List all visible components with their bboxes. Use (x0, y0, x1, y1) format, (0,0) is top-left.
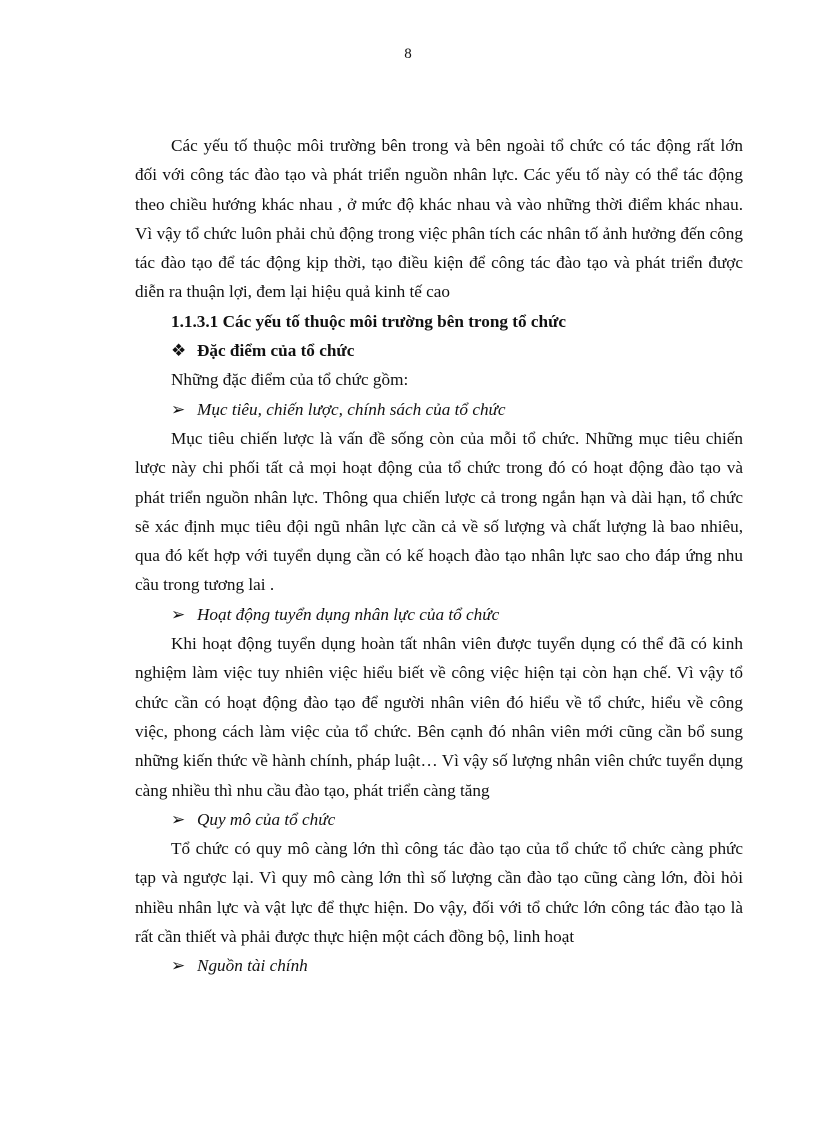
diamond-bullet-icon: ❖ (171, 341, 187, 361)
section-heading: 1.1.3.1 Các yếu tố thuộc môi trường bên trong tổ chức (171, 311, 567, 331)
goals-title: Mục tiêu, chiến lược, chính sách của tổ chức (197, 399, 506, 419)
recruit-heading (135, 600, 743, 629)
arrow-bullet-icon: ➢ (171, 604, 186, 624)
scale-title: Quy mô của tổ chức (197, 809, 336, 829)
scale-paragraph: Tổ chức có quy mô càng lớn thì công tác đào tạo của tổ chức tổ chức càng phức tạp và ngược lại. Vì quy mô càng lớn thì số lượng cần đào tạo cũng càng lớn, đòi hỏi nhiều nhân lực và vật lực để thực hiện. Do vậy, đối với tổ chức lớn công tác đào tạo là rất cần thiết và phải được thực hiện một cách đồng bộ, linh hoạt (135, 839, 743, 947)
scale-heading (135, 805, 743, 834)
recruit-title: Hoạt động tuyển dụng nhân lực của tổ chức (197, 604, 500, 624)
intro-paragraph: Các yếu tố thuộc môi trường bên trong và bên ngoài tổ chức có tác động rất lớn đối với công tác đào tạo và phát triển nguồn nhân lực. Các yếu tố này có thể tác động theo chiều hướng khác nhau , ở mức độ khác nhau và vào những thời điểm khác nhau. Vì vậy tổ chức luôn phải chủ động trong việc phân tích các nhân tố ảnh hưởng đến công tác đào tạo để tác động kịp thời, tạo điều kiện để công tác đào tạo và phát triển được diễn ra thuận lợi, đem lại hiệu quả kinh tế cao (135, 136, 743, 302)
arrow-bullet-icon: ➢ (171, 956, 186, 976)
recruit-paragraph: Khi hoạt động tuyển dụng hoàn tất nhân viên được tuyển dụng có thể đã có kinh nghiệm làm việc tuy nhiên việc hiểu biết về công việc hiện tại còn hạn chế. Vì vậy tổ chức cần có hoạt động đào tạo để người nhân viên đó hiểu về tổ chức, hiểu về công việc, phong cách làm việc của tổ chức. Bên cạnh đó nhân viên mới cũng cần bổ sung những kiến thức về hành chính, pháp luật… Vì vậy số lượng nhân viên chức tuyển dụng càng nhiều thì nhu cầu đào tạo, phát triển càng tăng (135, 634, 743, 800)
org-features-heading (135, 336, 743, 365)
page-content (135, 131, 743, 981)
goals-heading (135, 395, 743, 424)
arrow-bullet-icon: ➢ (171, 809, 186, 829)
arrow-bullet-icon: ➢ (171, 399, 186, 419)
finance-title: Nguồn tài chính (197, 956, 308, 976)
org-features-title: Đặc điểm của tổ chức (197, 341, 355, 361)
page-number: 8 (404, 46, 412, 62)
goals-paragraph: Mục tiêu chiến lược là vấn đề sống còn của mỗi tổ chức. Những mục tiêu chiến lược này chi phối tất cả mọi hoạt động của tổ chức trong đó có hoạt động đào tạo và phát triển nguồn nhân lực. Thông qua chiến lược cả trong ngắn hạn và dài hạn, tổ chức sẽ xác định mục tiêu đội ngũ nhân lực cần cả về số lượng và chất lượng là bao nhiêu, qua đó kết hợp với tuyển dụng cần có kế hoạch đào tạo nhân lực sao cho đáp ứng nhu cầu trong tương lai . (135, 428, 743, 595)
finance-heading (135, 951, 743, 980)
org-features-intro: Những đặc điểm của tổ chức gồm: (171, 370, 409, 390)
